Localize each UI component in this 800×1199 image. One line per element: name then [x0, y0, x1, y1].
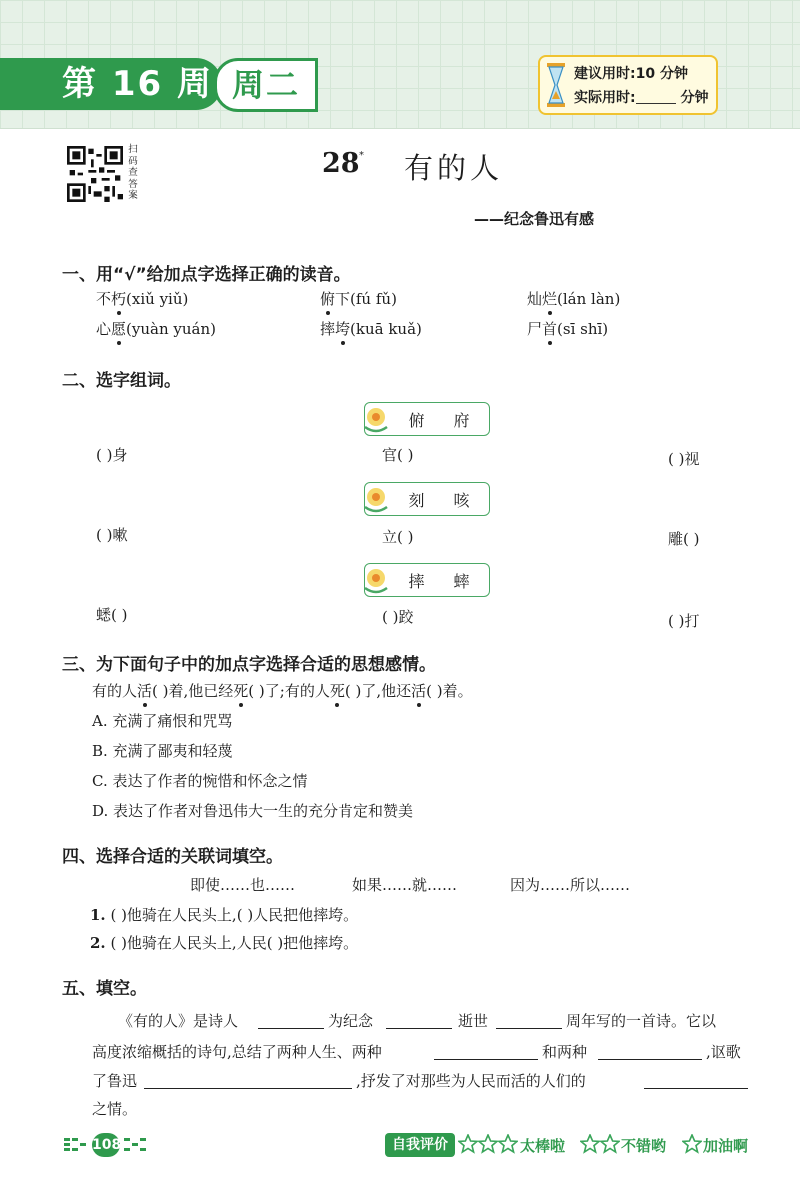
fill-text: 逝世 — [458, 1012, 489, 1030]
section3-title: 三、为下面句子中的加点字选择合适的思想感情。 — [62, 655, 436, 675]
star-icon[interactable] — [580, 1134, 600, 1154]
flower-icon — [359, 564, 393, 596]
qr-label: 扫码查答案 — [128, 144, 138, 201]
char-choice-box — [364, 482, 490, 516]
word-blank[interactable]: 官( ) — [382, 446, 414, 464]
hourglass-icon — [544, 61, 568, 109]
fill-text: 《有的人》是诗人 — [118, 1012, 239, 1030]
char-choices: 俯 府 — [408, 411, 482, 430]
pinyin-item: 摔垮(kuā kuǎ) — [320, 320, 422, 338]
fill-item-1[interactable]: 1. ( )他骑在人民头上,( )人民把他摔垮。 — [90, 906, 359, 924]
fill-blank[interactable] — [386, 1027, 452, 1029]
pinyin-item: 不朽(xiǔ yiǔ) — [96, 290, 189, 308]
char-choices: 摔 蟀 — [408, 572, 482, 591]
word-blank[interactable]: ( )视 — [668, 450, 700, 468]
lesson-subtitle: ——纪念鲁迅有感 — [474, 210, 595, 228]
suggested-time: 建议用时:10 分钟 — [574, 66, 688, 82]
word-blank[interactable]: ( )跤 — [382, 608, 414, 626]
lesson-title: 有的人 — [404, 151, 504, 185]
lesson-star: * — [359, 150, 364, 161]
char-choice-box — [364, 563, 490, 597]
fill-item-2[interactable]: 2. ( )他骑在人民头上,人民( )把他摔垮。 — [90, 934, 359, 952]
week-label: 第 16 周 — [0, 58, 222, 110]
section4-title: 四、选择合适的关联词填空。 — [62, 847, 283, 867]
star-icon[interactable] — [478, 1134, 498, 1154]
fill-blank[interactable] — [496, 1027, 562, 1029]
option-c: C. 表达了作者的惋惜和怀念之情 — [92, 772, 308, 790]
word-blank[interactable]: ( )身 — [96, 446, 128, 464]
lesson-number: 28 — [322, 148, 360, 179]
fill-text: 了鲁迅 — [92, 1072, 138, 1090]
fill-blank[interactable] — [144, 1087, 352, 1089]
flower-icon — [359, 483, 393, 515]
fill-blank[interactable] — [598, 1058, 702, 1060]
pinyin-item: 尸首(sī shī) — [527, 320, 609, 338]
section1-title: 一、用“√”给加点字选择正确的读音。 — [62, 265, 351, 285]
word-blank[interactable]: 立( ) — [382, 528, 414, 546]
rating-keep-going[interactable]: 加油啊 — [703, 1137, 749, 1155]
time-box — [538, 55, 718, 115]
fill-text: ,抒发了对那些为人民而活的人们的 — [356, 1072, 586, 1090]
fill-blank[interactable] — [258, 1027, 324, 1029]
fill-text: 之情。 — [92, 1100, 138, 1118]
pinyin-item: 俯下(fú fǔ) — [320, 290, 397, 308]
fill-text: 为纪念 — [328, 1012, 374, 1030]
qr-code-icon[interactable] — [67, 146, 123, 202]
word-blank[interactable]: ( )嗽 — [96, 526, 128, 544]
star-icon[interactable] — [498, 1134, 518, 1154]
fill-text: ,讴歌 — [706, 1043, 741, 1061]
section2-title: 二、选字组词。 — [62, 371, 181, 391]
page-number: 108 — [92, 1133, 120, 1157]
fill-blank[interactable] — [644, 1087, 748, 1089]
section5-title: 五、填空。 — [62, 979, 147, 999]
star-icon[interactable] — [600, 1134, 620, 1154]
sentence: 有的人活( )着,他已经死( )了;有的人死( )了,他还活( )着。 — [92, 682, 473, 700]
conjunction-choice: 如果……就…… — [352, 876, 458, 894]
pinyin-item: 灿烂(lán làn) — [527, 290, 621, 308]
word-blank[interactable]: 蟋( ) — [96, 606, 128, 624]
flower-icon — [359, 403, 393, 435]
fill-text: 和两种 — [542, 1043, 588, 1061]
fill-text: 周年写的一首诗。它以 — [566, 1012, 717, 1030]
option-d: D. 表达了作者对鲁迅伟大一生的充分肯定和赞美 — [92, 802, 414, 820]
word-blank[interactable]: ( )打 — [668, 612, 700, 630]
conjunction-choice: 因为……所以…… — [510, 876, 631, 894]
option-b: B. 充满了鄙夷和轻蔑 — [92, 742, 233, 760]
conjunction-choice: 即使……也…… — [190, 876, 296, 894]
fill-text: 高度浓缩概括的诗句,总结了两种人生、两种 — [92, 1043, 382, 1061]
self-eval-label: 自我评价 — [385, 1133, 455, 1157]
pinyin-item: 心愿(yuàn yuán) — [96, 320, 216, 338]
char-choice-box — [364, 402, 490, 436]
star-icon[interactable] — [682, 1134, 702, 1154]
word-blank[interactable]: 雕( ) — [668, 530, 700, 548]
actual-time: 实际用时: 分钟 — [574, 90, 709, 106]
star-icon[interactable] — [458, 1134, 478, 1154]
char-choices: 刻 咳 — [408, 491, 482, 510]
rating-great[interactable]: 太棒啦 — [520, 1137, 566, 1155]
fill-blank[interactable] — [434, 1058, 538, 1060]
rating-good[interactable]: 不错哟 — [621, 1137, 667, 1155]
day-label: 周二 — [214, 58, 318, 112]
option-a: A. 充满了痛恨和咒骂 — [92, 712, 233, 730]
